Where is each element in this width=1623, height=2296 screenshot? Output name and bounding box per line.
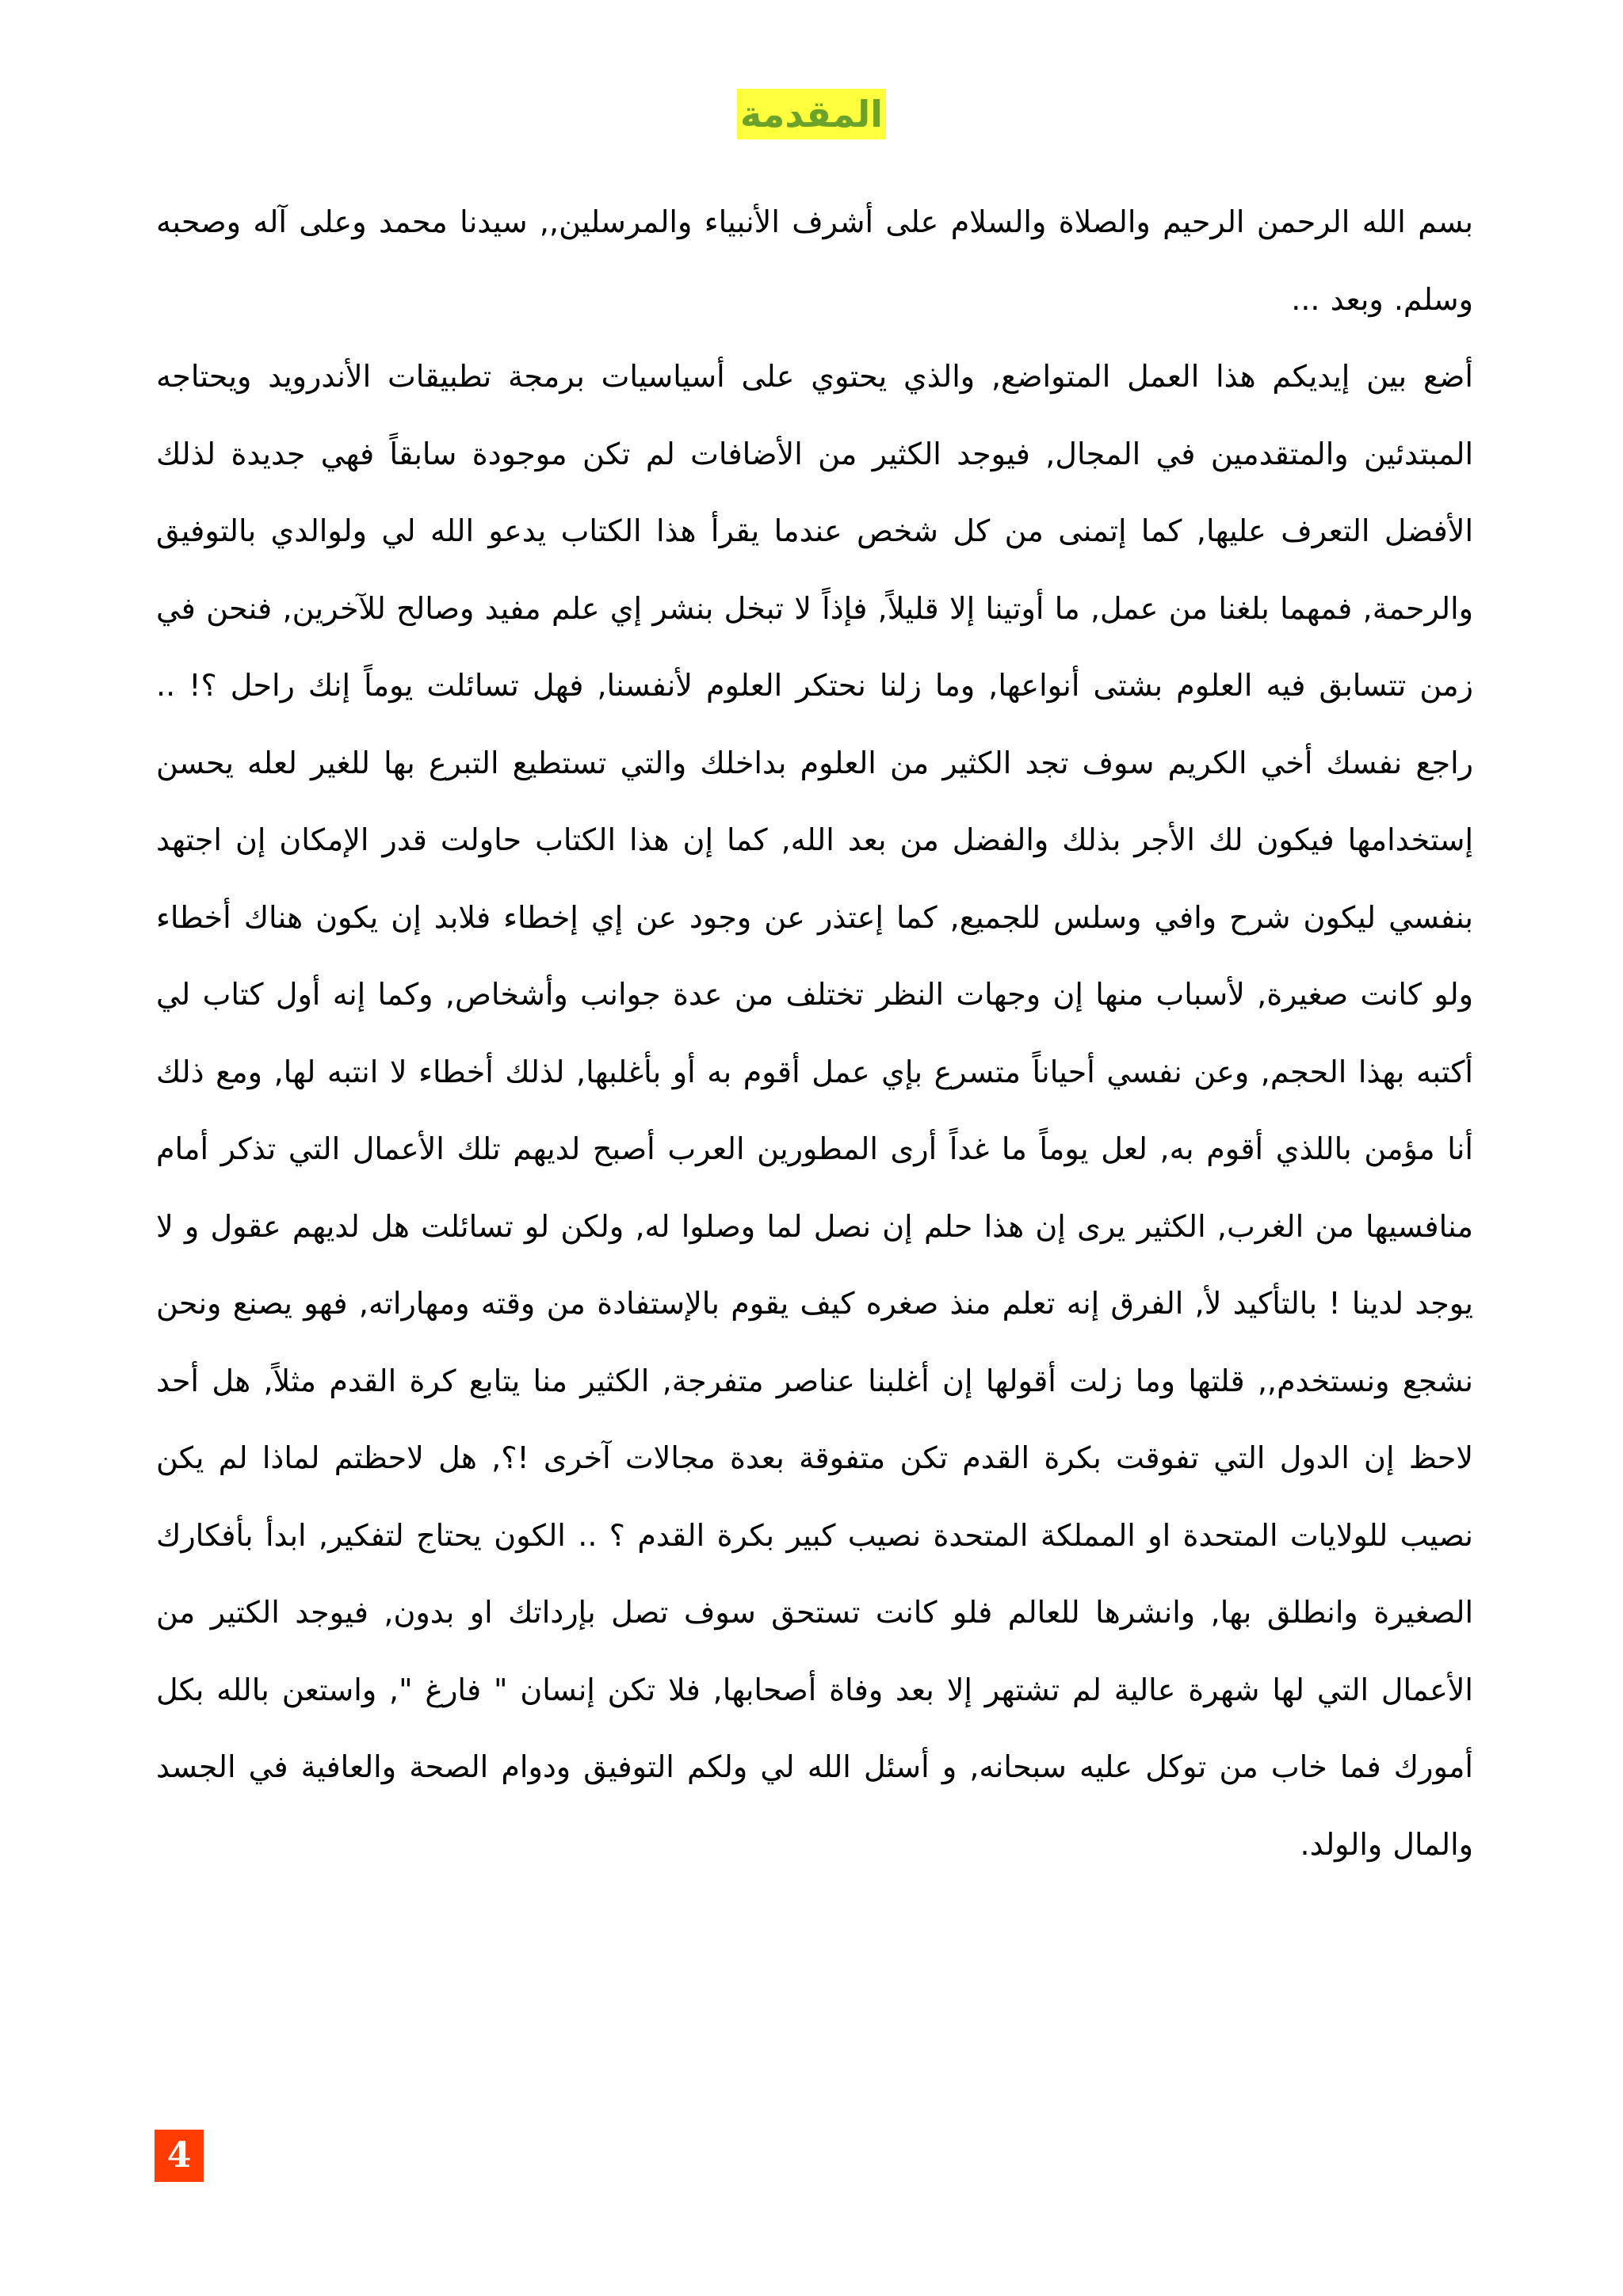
- paragraph-opening: بسم الله الرحمن الرحيم والصلاة والسلام على أشرف الأنبياء والمرسلين,, سيدنا محمد وعلى آله وصحبه وسلم. وبعد ...: [156, 204, 1473, 317]
- page-number-badge: 4: [155, 2130, 204, 2182]
- title-container: [0, 89, 1623, 139]
- body-text: [156, 184, 1473, 1883]
- paragraph-main: أضع بين إيديكم هذا العمل المتواضع, والذي يحتوي على أسياسيات برمجة تطبيقات الأندرويد ويحتاجه المبتدئين والمتقدمين في المجال, فيوجد الكثير من الأضافات لم تكن موجودة سابقاً فهي جديدة لذلك الأفضل التعرف عليها, كما إتمنى من كل شخص عندما يقرأ هذا الكتاب يدعو الله لي ولوالدي بالتوفيق والرحمة, فمهما بلغنا من عمل, ما أوتينا إلا قليلاً, فإذاً لا تبخل بنشر إي علم مفيد وصالح للآخرين, فنحن في زمن تتسابق فيه العلوم بشتى أنواعها, وما زلنا نحتكر العلوم لأنفسنا, فهل تسائلت يوماً إنك راحل ؟! .. راجع نفسك أخي الكريم سوف تجد الكثير من العلوم بداخلك والتي تستطيع التبرع بها للغير لعله يحسن إستخدامها فيكون لك الأجر بذلك والفضل من بعد الله, كما إن هذا الكتاب حاولت قدر الإمكان إن اجتهد بنفسي ليكون شرح وافي وسلس للجميع, كما إعتذر عن وجود عن إي إخطاء فلابد إن يكون هناك أخطاء ولو كانت صغيرة, لأسباب منها إن وجهات النظر تختلف من عدة جوانب وأشخاص, وكما إنه أول كتاب لي أكتبه بهذا الحجم, وعن نفسي أحياناً متسرع بإي عمل أقوم به أو بأغلبها, لذلك أخطاء لا انتبه لها, ومع ذلك أنا مؤمن باللذي أقوم به, لعل يوماً ما غداً أرى المطورين العرب أصبح لديهم تلك الأعمال التي تذكر أمام منافسيها من الغرب, الكثير يرى إن هذا حلم إن نصل لما وصلوا له, ولكن لو تسائلت هل لديهم عقول و لا يوجد لدينا ! بالتأكيد لأ, الفرق إنه تعلم منذ صغره كيف يقوم بالإستفادة من وقته ومهاراته, فهو يصنع ونحن نشجع ونستخدم,, قلتها وما زلت أقولها إن أغلبنا عناصر متفرجة, الكثير منا يتابع كرة القدم مثلاً, هل أحد لاحظ إن الدول التي تفوقت بكرة القدم تكن متفوقة بعدة مجالات آخرى !؟, هل لاحظتم لماذا لم يكن نصيب للولايات المتحدة او المملكة المتحدة نصيب كبير بكرة القدم ؟ .. الكون يحتاج لتفكير, ابدأ بأفكارك الصغيرة وانطلق بها, وانشرها للعالم فلو كانت تستحق سوف تصل بإرداتك او بدون, فيوجد الكتير من الأعمال التي لها شهرة عالية لم تشتهر إلا بعد وفاة أصحابها, فلا تكن إنسان " فارغ ", واستعن بالله بكل أمورك فما خاب من توكل عليه سبحانه, و أسئل الله لي ولكم التوفيق ودوام الصحة والعافية في الجسد والمال والولد.: [156, 359, 1473, 1862]
- page-title: المقدمة: [737, 89, 886, 139]
